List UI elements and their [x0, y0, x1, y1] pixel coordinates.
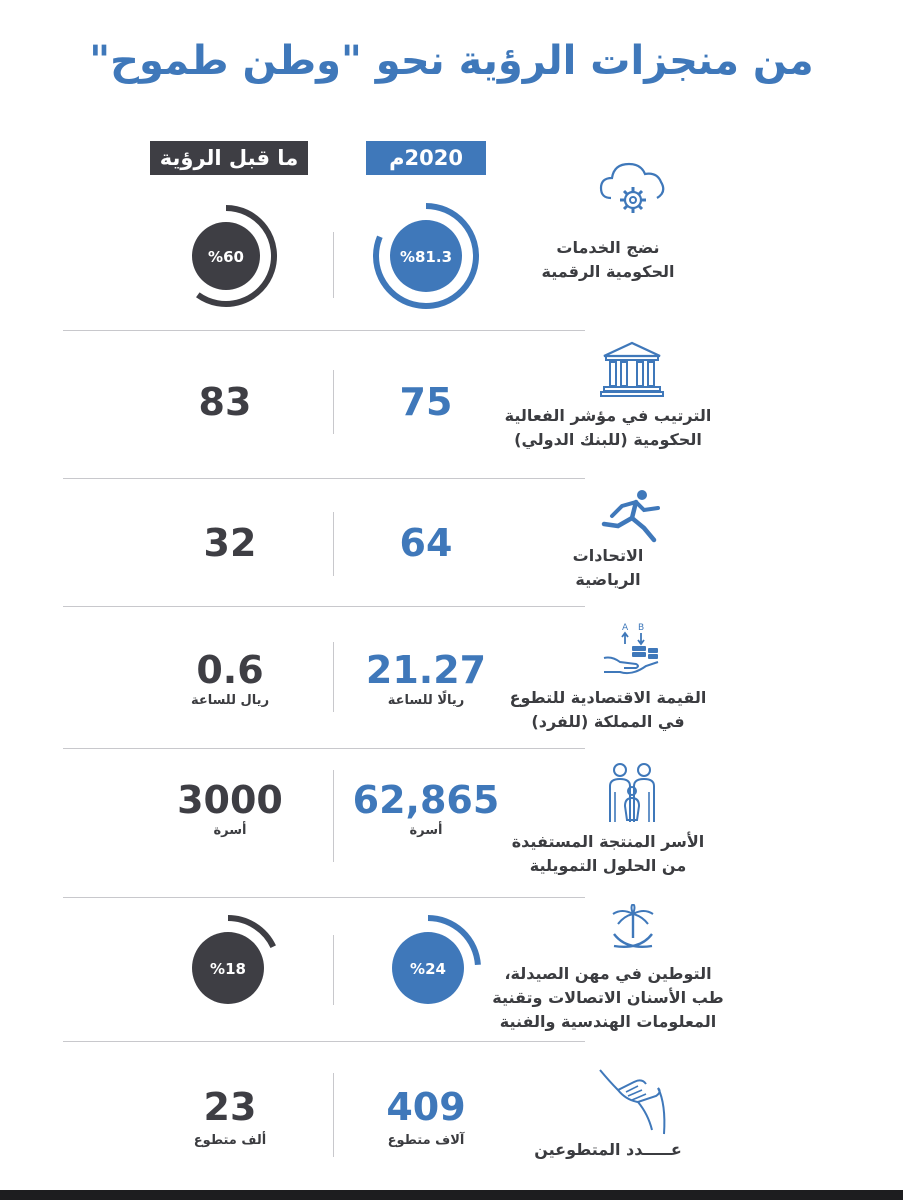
ring-localization-2020: [372, 912, 484, 1024]
cloud-gear-icon: [597, 150, 669, 222]
value-localization-2020: %24: [410, 960, 446, 978]
column-separator: [333, 370, 334, 434]
unit-volunteer-value-before: ريال للساعة: [190, 693, 270, 708]
value-digital-before: %60: [208, 248, 244, 266]
family-icon: [605, 762, 659, 824]
row-divider: [63, 606, 585, 607]
row-label-gov-effectiveness: الترتيب في مؤشر الفعالية الحكومية (للبنك الدولي): [504, 406, 712, 449]
column-separator: [333, 935, 334, 1005]
row-divider: [63, 330, 585, 331]
ring-digital-before: [172, 202, 280, 310]
row-divider: [63, 478, 585, 479]
value-volunteer-value-before: 0.6: [196, 648, 264, 692]
government-building-icon: [600, 340, 664, 398]
value-families-before: 3000: [177, 778, 283, 822]
value-volunteer-value-2020: 21.27: [365, 648, 487, 692]
column-separator: [333, 770, 334, 862]
value-digital-2020: %81.3: [399, 248, 453, 266]
row-label-volunteers-count: عـــــدد المتطوعين: [534, 1140, 682, 1159]
column-separator: [333, 232, 334, 298]
svg-text:A: A: [622, 623, 629, 633]
row-label-sports-federations: الاتحادات الرياضية: [572, 546, 644, 589]
row-label-localization: التوطين في مهن الصيدلة، طب الأسنان الاتصالات وتقنية المعلومات الهندسية والفنية: [492, 964, 724, 1031]
bottom-bar: [0, 1190, 903, 1200]
row-label-productive-families: الأسر المنتجة المستفيدة من الحلول التمويلية: [511, 832, 705, 875]
value-volunteers-before: 23: [203, 1085, 257, 1129]
value-effectiveness-before: 83: [198, 380, 252, 424]
page-title: من منجزات الرؤية نحو "وطن طموح": [89, 38, 814, 84]
header-before-vision: ما قبل الرؤية: [150, 141, 308, 175]
ring-digital-2020: [370, 200, 482, 312]
ring-localization-before: [172, 912, 284, 1024]
svg-text:B: B: [638, 623, 645, 633]
header-2020: 2020م: [366, 141, 486, 175]
value-localization-before: %18: [210, 960, 246, 978]
value-sports-2020: 64: [399, 521, 453, 565]
unit-volunteers-2020: آلاف متطوع: [387, 1133, 465, 1148]
unit-families-2020: أسرة: [409, 823, 443, 838]
row-divider: [63, 897, 585, 898]
runner-icon: [598, 488, 666, 544]
value-effectiveness-2020: 75: [399, 380, 453, 424]
value-volunteers-2020: 409: [386, 1085, 466, 1129]
value-sports-before: 32: [203, 521, 257, 565]
column-separator: [333, 1073, 334, 1157]
palm-swords-icon: [610, 904, 656, 954]
row-divider: [63, 1041, 585, 1042]
helping-hands-icon: [598, 1060, 668, 1136]
column-separator: [333, 642, 334, 712]
row-label-digital-services: نضج الخدمات الحكومية الرقمية: [541, 238, 675, 281]
value-families-2020: 62,865: [352, 778, 500, 822]
row-divider: [63, 748, 585, 749]
column-separator: [333, 512, 334, 576]
row-label-volunteering-value: القيمة الاقتصادية للتطوع في المملكة (للفرد): [509, 688, 707, 731]
unit-volunteers-before: ألف متطوع: [193, 1133, 267, 1148]
unit-families-before: أسرة: [213, 823, 247, 838]
unit-volunteer-value-2020: ريالًا للساعة: [387, 693, 465, 708]
hand-coins-icon: [602, 620, 662, 678]
